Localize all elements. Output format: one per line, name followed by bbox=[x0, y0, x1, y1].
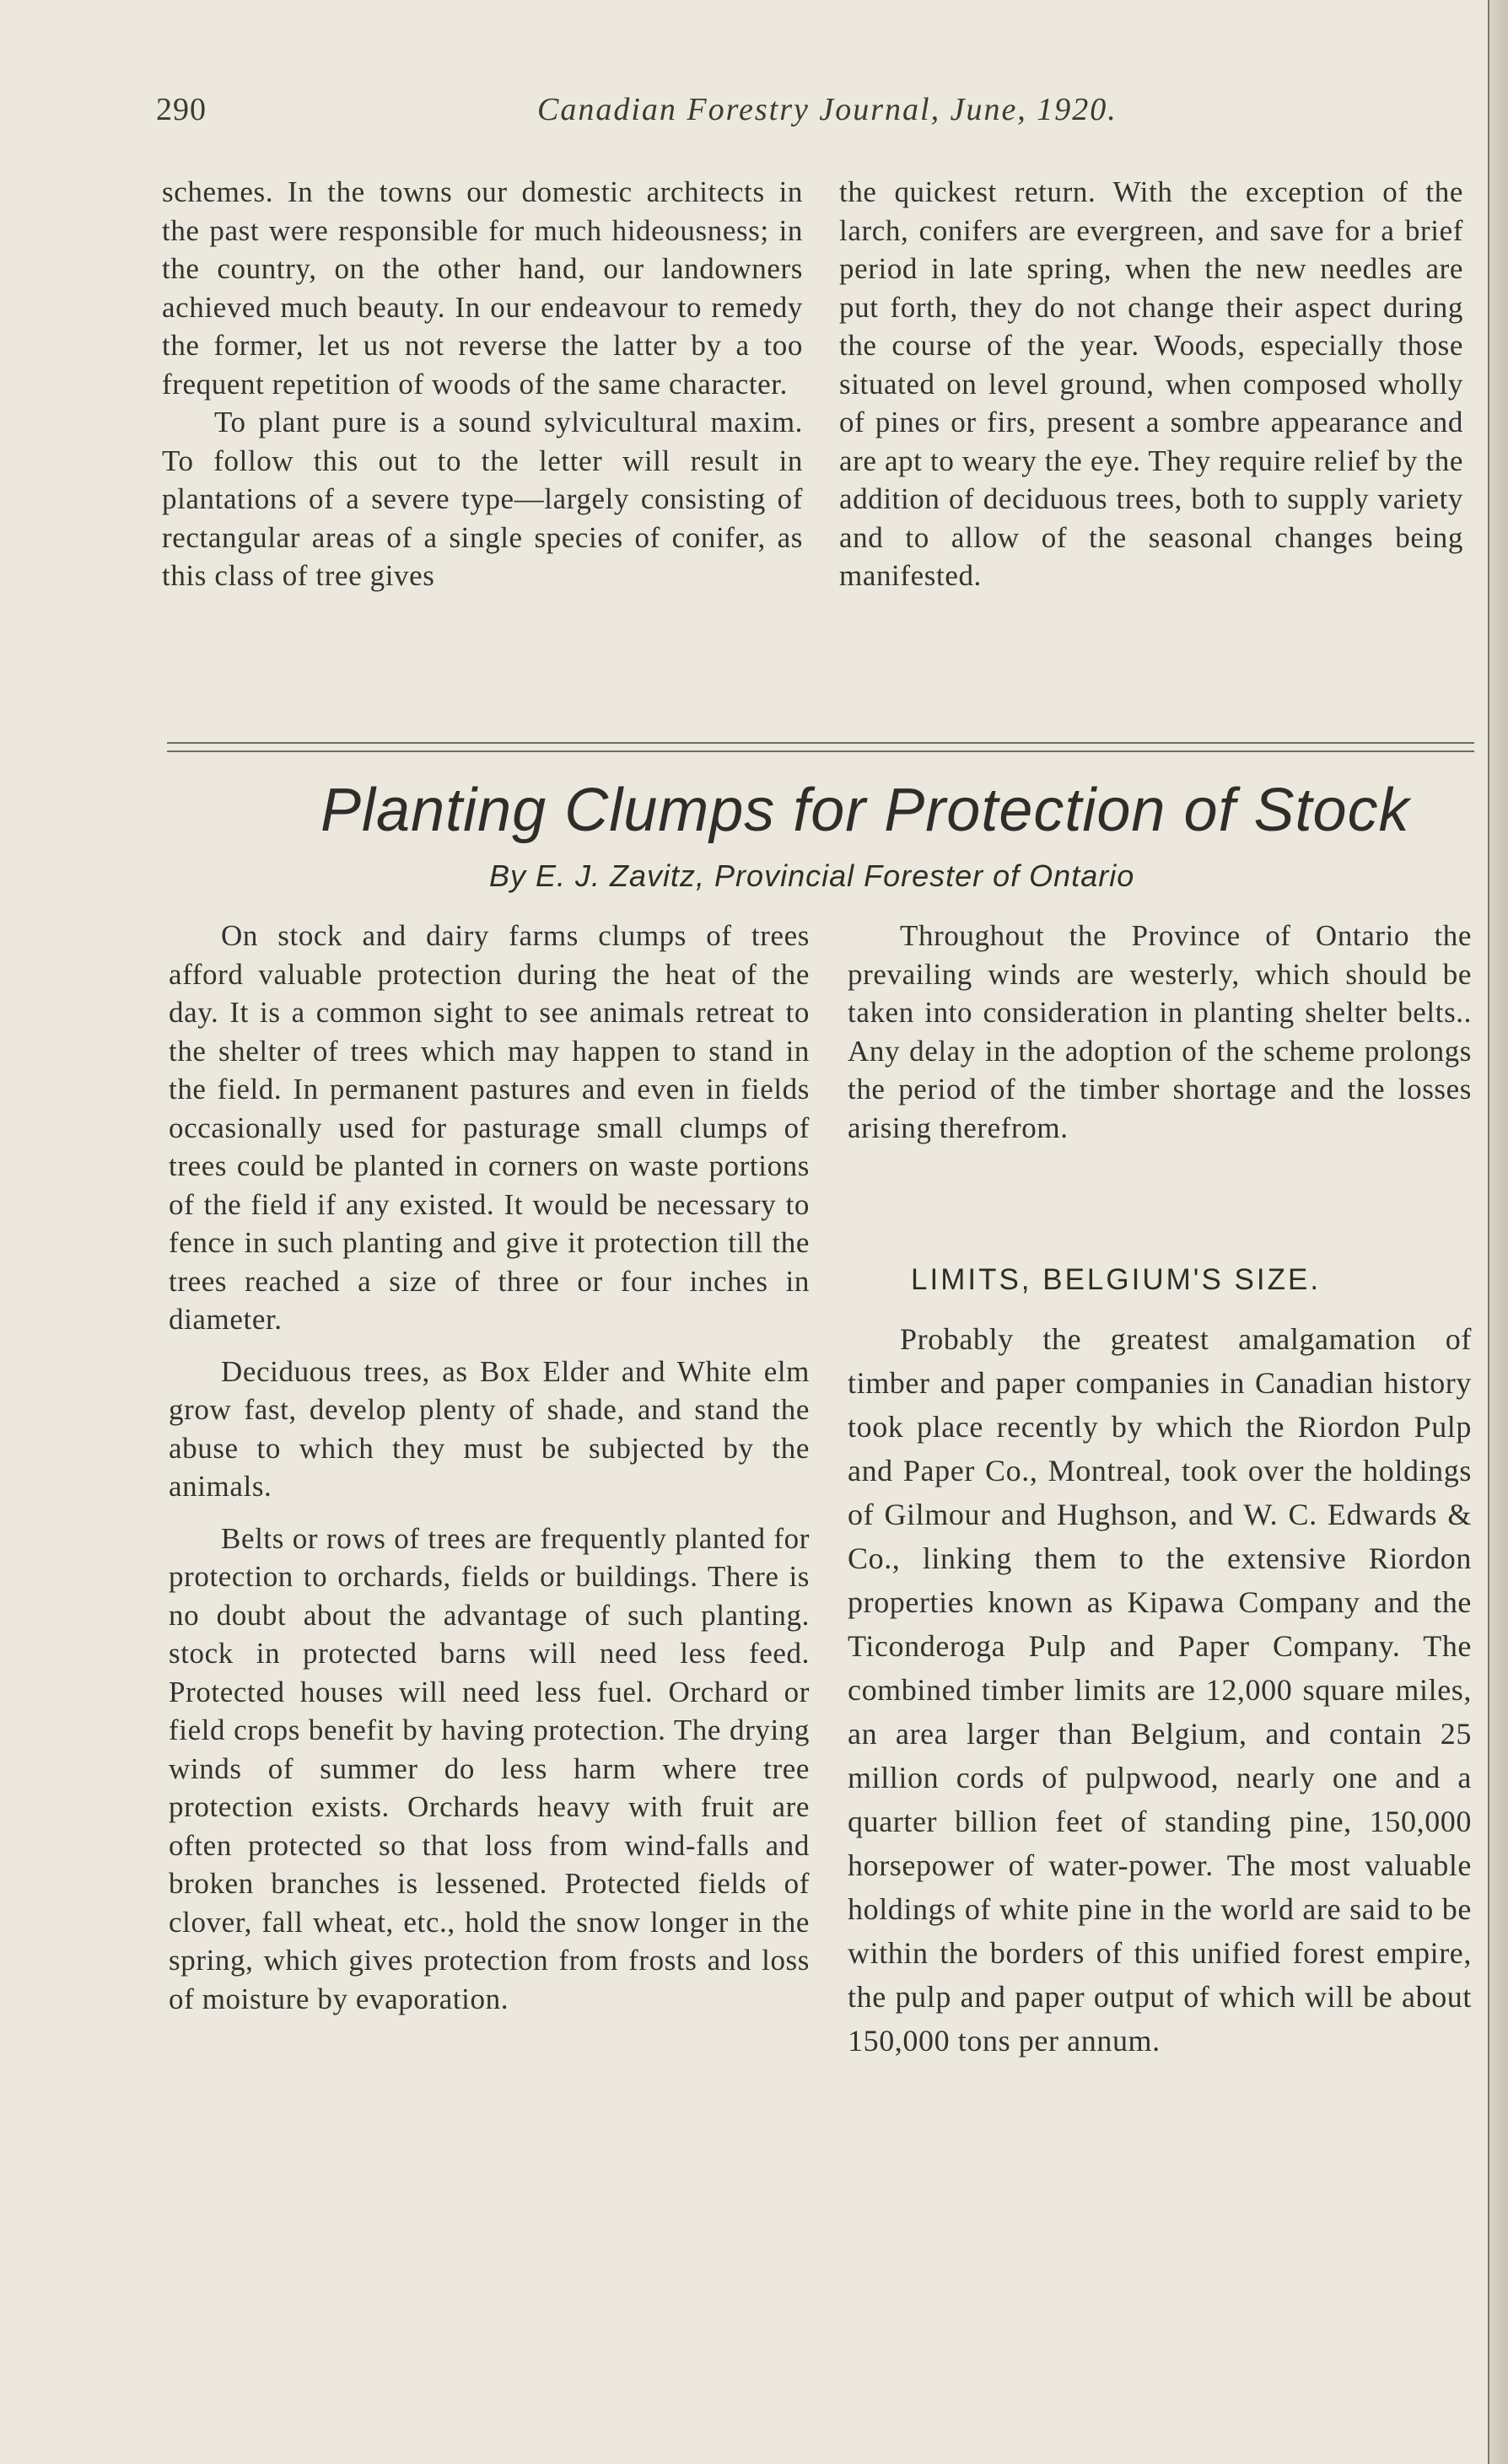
section-column bbox=[848, 1317, 1472, 2063]
paragraph: Belts or rows of trees are frequently planted for protection to orchards, fields or buildings. There is no doubt about the advantage of such planting. stock in protected barns will need less feed. Protected houses will need less fuel. Orchard or field crops benefit by having protection. The drying winds of summer do less harm where tree protection exists. Orchards heavy with fruit are often protected so that loss from wind-falls and broken branches is lessened. Protected fields of clover, fall wheat, etc., hold the snow longer in the spring, which gives protection from frosts and loss of moisture by evaporation. bbox=[169, 1521, 810, 2015]
page-number: 290 bbox=[156, 92, 207, 127]
paragraph: Throughout the Province of Ontario the prevailing winds are westerly, which should be taken into consideration in planting shelter belts.. Any delay in the adoption of the scheme prolongs the period of the timber shortage and the losses arising therefrom. bbox=[848, 919, 1472, 1144]
paragraph: Deciduous trees, as Box Elder and White elm grow fast, develop plenty of shade, and stand the abuse to which they must be subjected by the animals. bbox=[169, 1354, 810, 1503]
article-right-column bbox=[848, 917, 1472, 1147]
section-heading: LIMITS, BELGIUM'S SIZE. bbox=[911, 1263, 1322, 1296]
top-right-column bbox=[839, 173, 1463, 595]
page-edge bbox=[1488, 0, 1508, 2464]
running-header bbox=[156, 91, 1451, 142]
paragraph: Probably the greatest amalgamation of timber and paper companies in Canadian history took place recently by which the Riordon Pulp and Paper Co., Montreal, took over the holdings of Gilmour and Hughson, and W. C. Edwards & Co., linking them to the extensive Riordon properties known as Kipawa Company and the Ticonderoga Pulp and Paper Company. The combined timber limits are 12,000 square miles, an area larger than Belgium, and contain 25 million cords of pulpwood, nearly one and a quarter billion feet of standing pine, 150,000 horsepower of water-power. The most valuable holdings of white pine in the world are said to be within the borders of this unified forest empire, the pulp and paper output of which will be about 150,000 tons per annum. bbox=[848, 1322, 1472, 2058]
paragraph: the quickest return. With the exception of the larch, conifers are evergreen, and save for a brief period in late spring, when the new needles are put forth, they do not change their aspect during the course of the year. Woods, especially those situated on level ground, when composed wholly of pines or firs, present a sombre appearance and are apt to weary the eye. They require relief by the addition of deciduous trees, both to supply variety and to allow of the seasonal changes being manifested. bbox=[839, 175, 1463, 592]
running-title: Canadian Forestry Journal, June, 1920. bbox=[537, 92, 1118, 127]
article-left-column bbox=[169, 917, 810, 2018]
article-byline: By E. J. Zavitz, Provincial Forester of Ontario bbox=[489, 858, 1135, 893]
top-left-column bbox=[162, 173, 803, 595]
section-divider bbox=[167, 742, 1474, 752]
paragraph: On stock and dairy farms clumps of trees afford valuable protection during the heat of the day. It is a common sight to see animals retreat to the shelter of trees which may happen to stand in the field. In permanent pastures and even in fields occasionally used for pasturage small clumps of trees could be planted in corners on waste portions of the field if any existed. It would be necessary to fence in such planting and give it protection till the trees reached a size of three or four inches in diameter. bbox=[169, 919, 810, 1336]
article-title: Planting Clumps for Protection of Stock bbox=[320, 777, 1410, 844]
paragraph: To plant pure is a sound sylvicultural maxim. To follow this out to the letter will result in plantations of a severe type—largely consisting of rectangular areas of a single species of conifer, as this class of tree gives bbox=[162, 406, 803, 592]
paragraph: schemes. In the towns our domestic architects in the past were responsible for much hideousness; in the country, on the other hand, our landowners achieved much beauty. In our endeavour to remedy the former, let us not reverse the latter by a too frequent repetition of woods of the same character. bbox=[162, 175, 803, 401]
